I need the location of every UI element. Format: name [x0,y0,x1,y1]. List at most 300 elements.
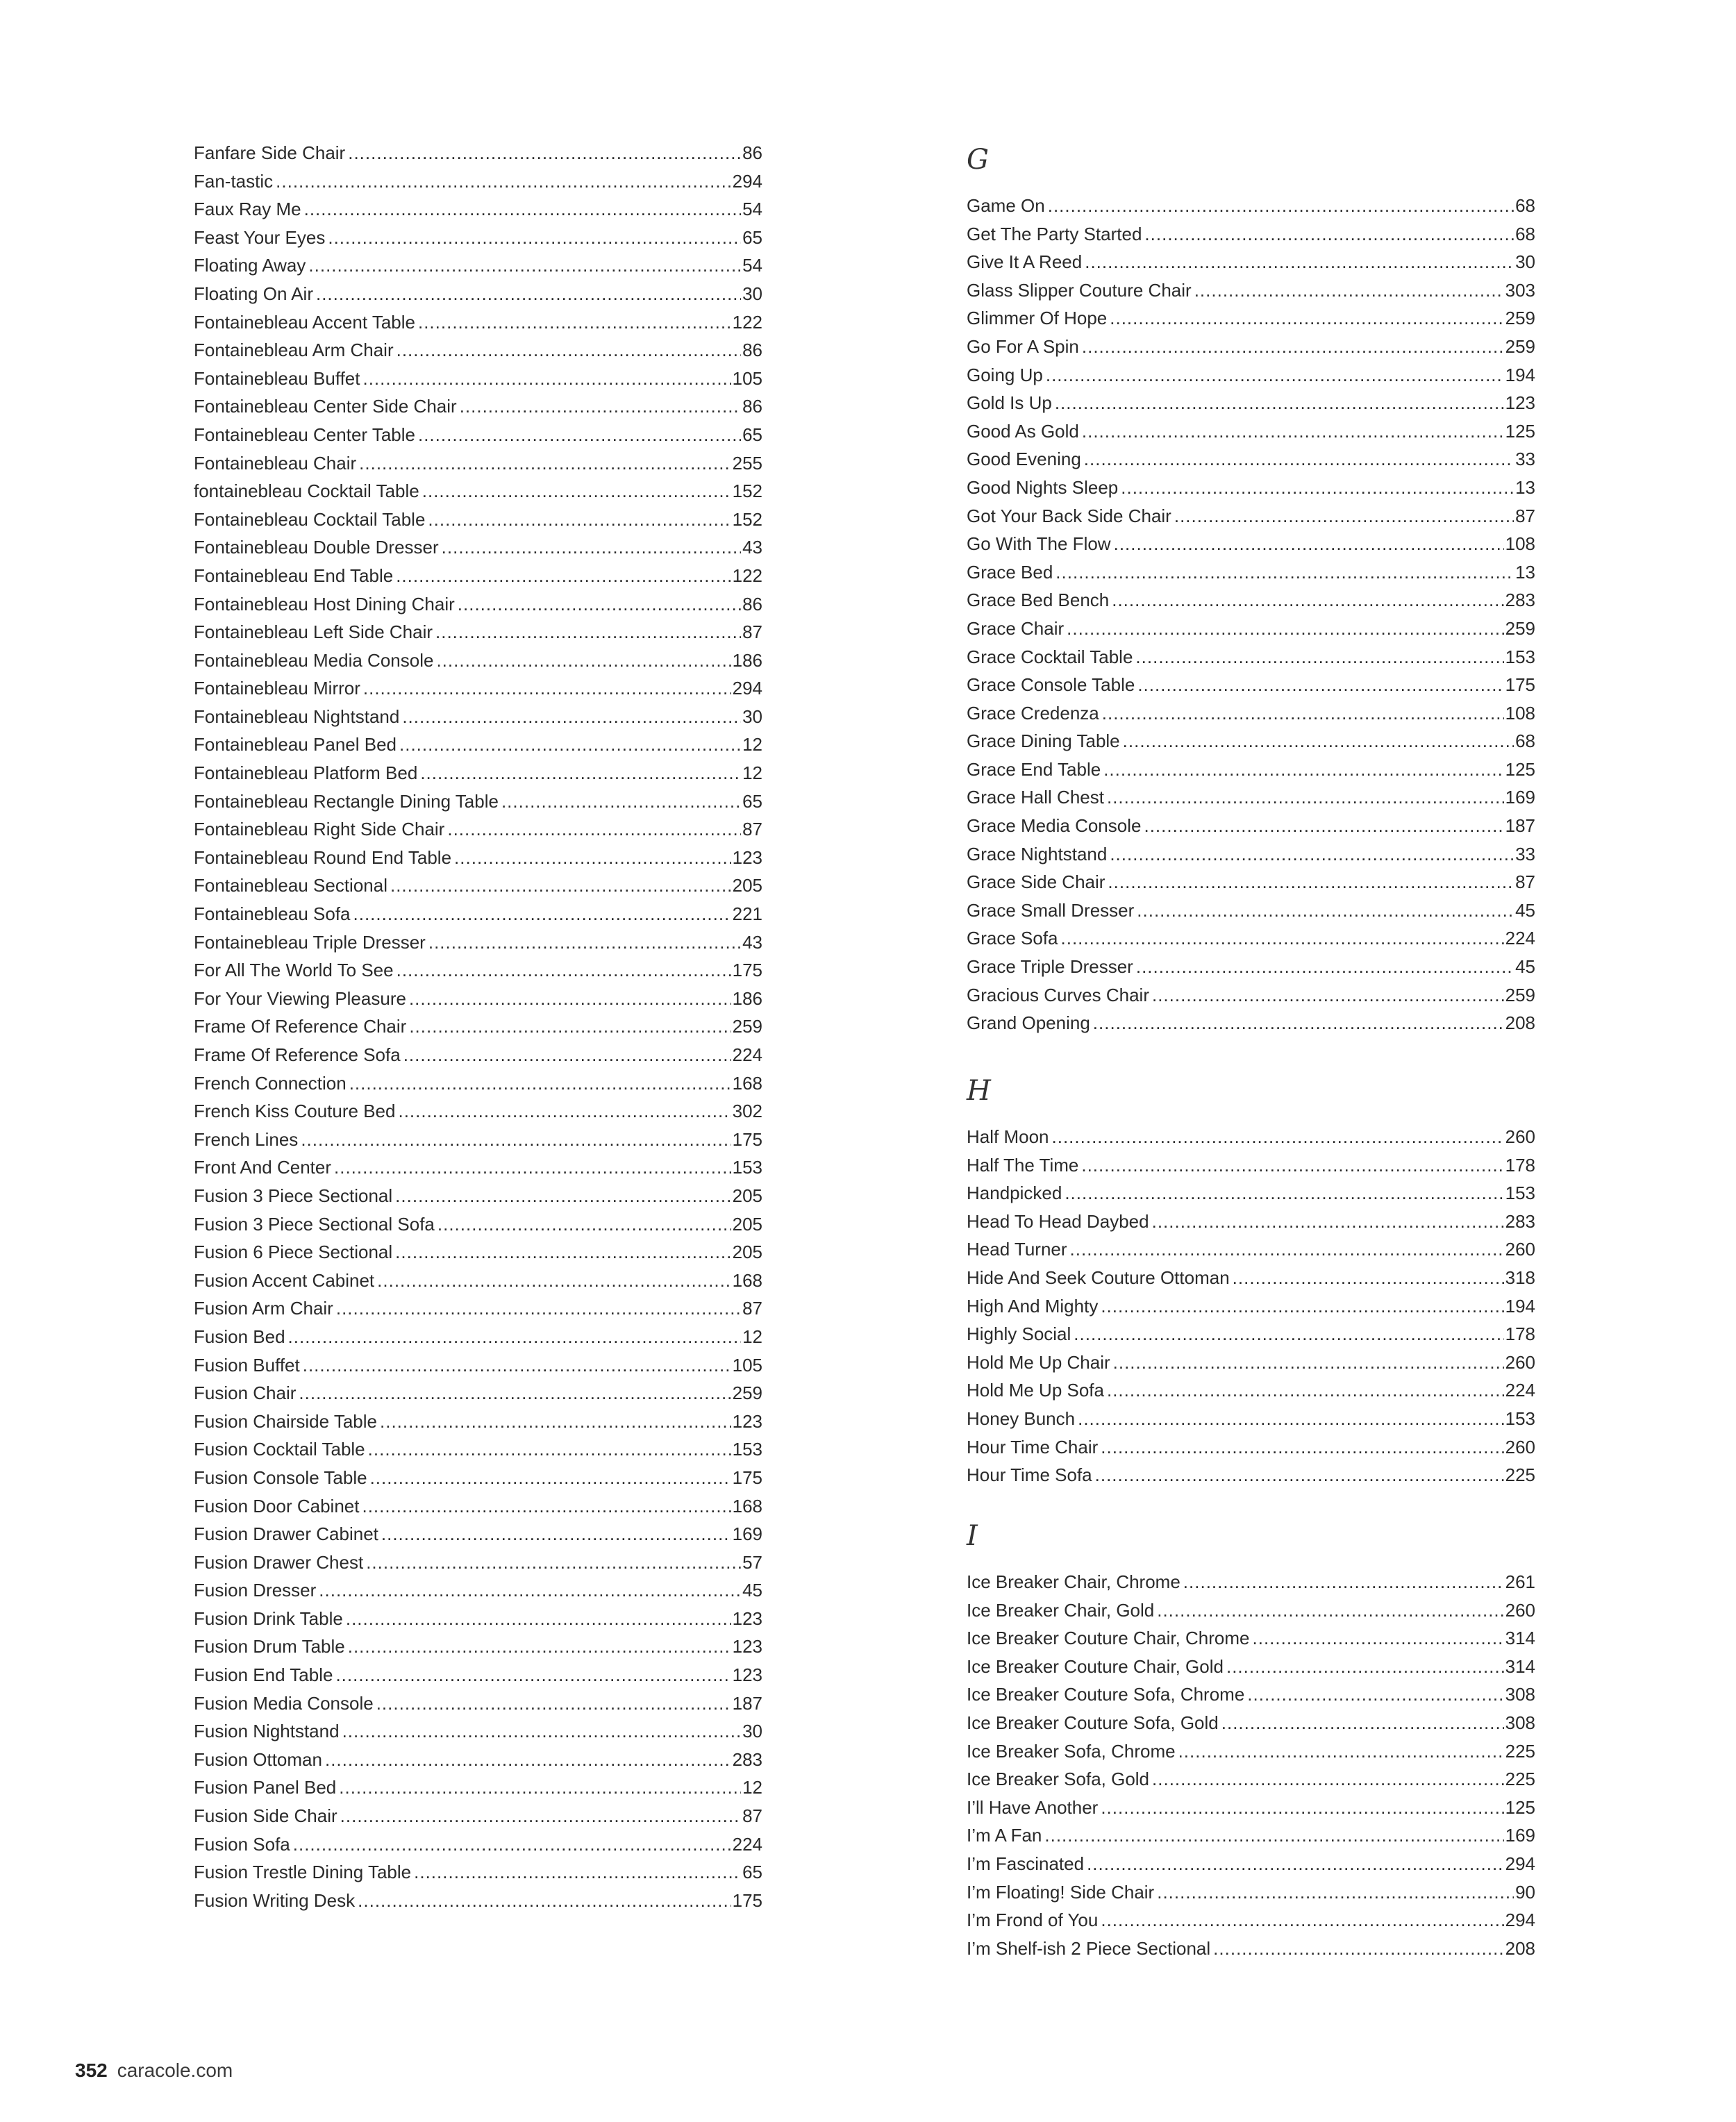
index-entry [194,1464,762,1492]
dot-leader [1157,1596,1503,1625]
entry-name: For Your Viewing Pleasure [194,987,406,1009]
entry-name: Gold Is Up [967,392,1052,414]
dot-leader [1194,276,1504,305]
entry-name: Ice Breaker Chair, Chrome [967,1571,1180,1592]
entry-name: I’ll Have Another [967,1796,1099,1818]
dot-leader [1183,1568,1504,1596]
dot-leader [377,1267,731,1295]
entry-page: 65 [742,790,762,812]
dot-leader [403,1041,731,1069]
entry-page: 65 [742,424,762,445]
index-entry [194,1605,762,1633]
index-entry [194,646,762,675]
entry-name: Fontainebleau Rectangle Dining Table [194,790,499,812]
entry-page: 12 [742,762,762,784]
index-entry [194,1858,762,1887]
index-entry [967,1737,1535,1766]
dot-leader [395,1182,731,1210]
index-entry [194,1153,762,1182]
dot-leader [1114,530,1504,558]
dot-leader [346,1605,731,1633]
entry-page: 224 [732,1833,762,1855]
dot-leader [381,1520,731,1548]
index-entry [194,449,762,478]
index-entry [194,1182,762,1210]
index-entry [967,474,1535,502]
entry-page: 175 [732,1889,762,1911]
entry-name: Grace Small Dresser [967,899,1135,921]
entry-page: 122 [732,311,762,333]
entry-page: 302 [732,1101,762,1122]
entry-name: Fontainebleau Buffet [194,367,360,389]
entry-page: 224 [1505,928,1535,949]
entry-page: 260 [1505,1351,1535,1373]
index-entry [194,421,762,449]
entry-name: Fanfare Side Chair [194,142,346,163]
section-i [967,1515,1535,1962]
dot-leader [454,844,731,872]
entry-name: Fusion 3 Piece Sectional [194,1185,393,1206]
index-entry [967,783,1535,812]
index-entry [967,1264,1535,1292]
entry-page: 123 [732,846,762,868]
entry-name: Fontainebleau Arm Chair [194,340,394,361]
index-entry [194,336,762,365]
index-entry [967,445,1535,474]
index-entry [967,558,1535,587]
entry-name: Hold Me Up Chair [967,1351,1110,1373]
entry-name: Fusion Writing Desk [194,1889,356,1911]
entry-page: 153 [1505,1407,1535,1429]
index-entry [194,674,762,703]
entry-name: Fusion Dresser [194,1580,317,1601]
entry-name: Floating Away [194,255,306,276]
entry-name: Fusion Door Cabinet [194,1495,360,1517]
index-entry [194,956,762,985]
entry-name: Good Evening [967,449,1081,470]
dot-leader [1048,192,1514,220]
dot-leader [362,365,731,393]
entry-name: Handpicked [967,1183,1062,1204]
index-entry [194,1773,762,1802]
index-entry [194,1435,762,1464]
entry-page: 175 [732,1128,762,1150]
dot-leader [339,1773,741,1802]
entry-name: Grace Chair [967,617,1065,639]
index-entry [967,1821,1535,1850]
entry-name: Game On [967,195,1045,216]
dot-leader [1055,558,1514,587]
dot-leader [1110,840,1514,869]
dot-leader [293,1830,731,1859]
index-entry [194,1492,762,1521]
dot-leader [1108,868,1514,896]
dot-leader [418,308,731,337]
entry-page: 45 [1515,899,1535,921]
index-entry [967,1348,1535,1377]
index-entry [194,900,762,928]
entry-page: 260 [1505,1239,1535,1260]
dot-leader [414,1858,741,1887]
entry-name: Ice Breaker Couture Sofa, Gold [967,1712,1219,1733]
entry-name: Fusion Media Console [194,1692,374,1714]
entry-page: 169 [732,1523,762,1545]
dot-leader [458,590,741,619]
index-entry [967,1179,1535,1208]
entry-name: Good Nights Sleep [967,476,1119,498]
index-entry [967,924,1535,953]
dot-leader [1110,304,1503,333]
entry-page: 45 [742,1580,762,1601]
entry-name: Fontainebleau Accent Table [194,311,415,333]
dot-leader [1084,445,1514,474]
entry-page: 108 [1505,702,1535,724]
entry-name: Fontainebleau Right Side Chair [194,819,445,840]
dot-leader [1152,1765,1504,1794]
entry-page: 33 [1515,843,1535,864]
entry-page: 224 [1505,1380,1535,1401]
index-entry [194,815,762,844]
entry-name: Fontainebleau Chair [194,452,357,474]
dot-leader [1144,812,1503,840]
entry-page: 187 [732,1692,762,1714]
index-entry [194,1407,762,1436]
section-letter-h: H [967,1075,991,1107]
dot-leader [368,1435,731,1464]
dot-leader [428,928,741,957]
entry-page: 175 [732,1467,762,1488]
entry-page: 54 [742,255,762,276]
index-entry [194,618,762,646]
index-entry [967,1850,1535,1878]
dot-leader [1135,643,1503,671]
index-entry [967,361,1535,390]
entry-name: Grace Bed [967,561,1053,583]
entry-name: Grace Bed Bench [967,590,1110,611]
entry-page: 65 [742,226,762,248]
dot-leader [380,1407,731,1436]
index-entry [194,167,762,196]
entry-name: Ice Breaker Sofa, Gold [967,1769,1150,1790]
entry-page: 13 [1515,561,1535,583]
index-entry [194,562,762,590]
entry-name: Highly Social [967,1323,1071,1345]
index-entry [967,727,1535,755]
site-url: caracole.com [117,2060,233,2081]
entry-page: 318 [1505,1267,1535,1288]
entry-name: Fontainebleau Media Console [194,649,434,671]
index-entry [967,1596,1535,1625]
index-entry [967,1292,1535,1321]
dot-leader [1107,783,1504,812]
dot-leader [1078,1405,1504,1433]
dot-leader [288,1323,742,1351]
entry-name: Fusion Drawer Cabinet [194,1523,378,1545]
entry-name: Fusion Chair [194,1382,297,1404]
entry-page: 43 [742,537,762,558]
entry-page: 123 [732,1607,762,1629]
index-entry [967,1624,1535,1653]
entry-name: Grace Console Table [967,674,1135,696]
index-entry [194,1294,762,1323]
entry-name: Fontainebleau Mirror [194,678,360,699]
dot-leader [398,1097,731,1126]
entry-page: 261 [1505,1571,1535,1592]
index-entry [967,1709,1535,1737]
entry-name: High And Mighty [967,1295,1099,1317]
index-entry [194,1041,762,1069]
dot-leader [1087,1850,1504,1878]
entry-name: Fontainebleau Sectional [194,875,387,896]
dot-leader [348,1632,731,1661]
entry-page: 194 [1505,364,1535,385]
index-entry [194,1576,762,1605]
entry-page: 87 [742,1298,762,1319]
entry-name: Fusion Sofa [194,1833,290,1855]
entry-name: Good As Gold [967,420,1079,442]
entry-name: Honey Bunch [967,1407,1076,1429]
entry-name: Fusion Side Chair [194,1805,337,1827]
entry-name: Glass Slipper Couture Chair [967,279,1192,301]
index-entry [194,1210,762,1239]
section-g-list [967,192,1535,1037]
entry-name: Fusion Panel Bed [194,1777,337,1798]
index-entry [967,953,1535,981]
entry-name: Grace Side Chair [967,871,1105,893]
section-i-list [967,1568,1535,1962]
entry-page: 12 [742,734,762,755]
dot-leader [1144,220,1514,249]
entry-name: Fusion End Table [194,1664,333,1686]
entry-page: 259 [732,1016,762,1037]
index-entry [194,1238,762,1267]
entry-page: 43 [742,931,762,953]
entry-name: Fan-tastic [194,170,274,192]
entry-page: 260 [1505,1436,1535,1457]
entry-page: 123 [732,1664,762,1686]
index-entry [967,248,1535,276]
dot-leader [342,1717,742,1746]
entry-page: 153 [732,1157,762,1178]
index-entry [194,392,762,421]
entry-page: 169 [1505,1825,1535,1846]
index-entry [194,1830,762,1859]
entry-name: Fontainebleau Sofa [194,903,351,925]
entry-page: 153 [1505,1183,1535,1204]
entry-name: Grace Nightstand [967,843,1108,864]
entry-page: 105 [732,367,762,389]
index-entry [967,192,1535,220]
entry-name: I’m Floating! Side Chair [967,1881,1155,1903]
index-entry [194,1267,762,1295]
entry-name: fontainebleau Cocktail Table [194,481,419,502]
entry-page: 260 [1505,1126,1535,1147]
entry-name: I’m Frond of You [967,1910,1099,1931]
index-entry [194,985,762,1013]
entry-page: 186 [732,987,762,1009]
entry-page: 105 [732,1354,762,1376]
dot-leader [308,251,741,280]
dot-leader [420,759,741,787]
dot-leader [1247,1680,1503,1709]
dot-leader [396,562,731,590]
dot-leader [428,506,731,534]
entry-name: Grace End Table [967,758,1101,780]
entry-name: Grace Sofa [967,928,1058,949]
entry-name: Grand Opening [967,1012,1090,1034]
entry-page: 178 [1505,1323,1535,1345]
index-entry [194,1126,762,1154]
entry-name: Frame Of Reference Sofa [194,1044,401,1065]
dot-leader [501,787,741,816]
entry-name: Give It A Reed [967,251,1083,273]
index-column-left [194,139,762,1914]
index-entry [194,195,762,224]
entry-name: Ice Breaker Sofa, Chrome [967,1740,1176,1762]
entry-page: 57 [742,1551,762,1573]
entry-page: 259 [732,1382,762,1404]
entry-name: Get The Party Started [967,223,1142,244]
index-entry [967,1376,1535,1405]
section-g [967,139,1535,1037]
index-entry [194,1097,762,1126]
index-entry [967,981,1535,1010]
index-entry [194,844,762,872]
index-entry [194,251,762,280]
entry-page: 68 [1515,195,1535,216]
index-entry [967,1935,1535,1963]
entry-name: French Kiss Couture Bed [194,1101,396,1122]
entry-name: French Lines [194,1128,299,1150]
entry-name: Half The Time [967,1154,1079,1176]
entry-name: Hour Time Chair [967,1436,1099,1457]
index-entry [194,533,762,562]
dot-leader [366,1548,741,1577]
dot-leader [390,871,731,900]
dot-leader [316,280,741,308]
dot-leader [1103,755,1503,784]
index-entry [967,1208,1535,1236]
dot-leader [1101,1794,1503,1822]
index-entry [194,365,762,393]
dot-leader [1157,1878,1514,1907]
entry-name: Fontainebleau Panel Bed [194,734,397,755]
index-entry [967,812,1535,840]
dot-leader [397,956,731,985]
entry-name: Got Your Back Side Chair [967,505,1171,526]
entry-page: 283 [732,1748,762,1770]
entry-page: 175 [732,960,762,981]
entry-name: Feast Your Eyes [194,226,326,248]
dot-leader [1044,1821,1503,1850]
dot-leader [1101,1292,1503,1321]
entry-name: Fusion Drawer Chest [194,1551,364,1573]
dot-leader [336,1294,741,1323]
index-entry [967,1320,1535,1348]
entry-name: Fusion Drink Table [194,1607,343,1629]
index-entry [967,333,1535,361]
entry-page: 225 [1505,1769,1535,1790]
entry-name: Fontainebleau Cocktail Table [194,508,426,530]
dot-leader [358,1887,731,1915]
dot-leader [328,224,741,252]
dot-leader [276,167,731,196]
entry-name: Fusion Accent Cabinet [194,1269,375,1291]
entry-page: 45 [1515,956,1535,978]
entry-page: 294 [1505,1853,1535,1874]
entry-name: Hide And Seek Couture Ottoman [967,1267,1230,1288]
entry-page: 225 [1505,1464,1535,1486]
entry-page: 221 [732,903,762,925]
entry-name: Going Up [967,364,1043,385]
entry-page: 125 [1505,1796,1535,1818]
entry-page: 86 [742,340,762,361]
entry-page: 205 [732,1185,762,1206]
index-entry [194,1012,762,1041]
entry-name: French Connection [194,1072,347,1094]
entry-name: Fusion 3 Piece Sectional Sofa [194,1213,435,1235]
index-entry [967,1765,1535,1794]
entry-page: 208 [1505,1012,1535,1034]
index-entry [967,1123,1535,1151]
entry-page: 283 [1505,1210,1535,1232]
entry-page: 13 [1515,476,1535,498]
entry-page: 87 [1515,871,1535,893]
index-entry [194,477,762,506]
index-entry [967,615,1535,643]
index-entry [967,276,1535,305]
index-entry [967,1794,1535,1822]
dot-leader [1152,1208,1504,1236]
dot-leader [460,392,741,421]
dot-leader [1102,699,1504,728]
entry-page: 87 [742,819,762,840]
dot-leader [442,533,741,562]
entry-name: Hour Time Sofa [967,1464,1092,1486]
entry-name: Hold Me Up Sofa [967,1380,1104,1401]
index-entry [967,643,1535,671]
index-entry [967,1405,1535,1433]
entry-page: 12 [742,1777,762,1798]
entry-page: 90 [1515,1881,1535,1903]
dot-leader [1065,1179,1503,1208]
entry-name: Fusion Drum Table [194,1636,345,1657]
entry-page: 108 [1505,533,1535,555]
dot-leader [409,1012,731,1041]
entry-page: 86 [742,396,762,417]
index-entry [194,787,762,816]
dot-leader [1074,1320,1503,1348]
index-entry [194,1323,762,1351]
entry-page: 125 [1505,420,1535,442]
entry-page: 86 [742,593,762,615]
section-h [967,1070,1535,1489]
entry-name: Fusion Arm Chair [194,1298,333,1319]
entry-page: 259 [1505,335,1535,357]
entry-page: 283 [1505,590,1535,611]
dot-leader [349,1069,731,1098]
dot-leader [1101,1433,1503,1462]
entry-name: Fusion Nightstand [194,1721,340,1742]
index-entry [967,1680,1535,1709]
dot-leader [1055,389,1504,417]
dot-leader [1081,1151,1503,1180]
entry-page: 255 [732,452,762,474]
dot-leader [376,1689,731,1718]
index-entry [194,1548,762,1577]
entry-name: Grace Dining Table [967,730,1120,752]
entry-name: Fontainebleau End Table [194,565,394,586]
